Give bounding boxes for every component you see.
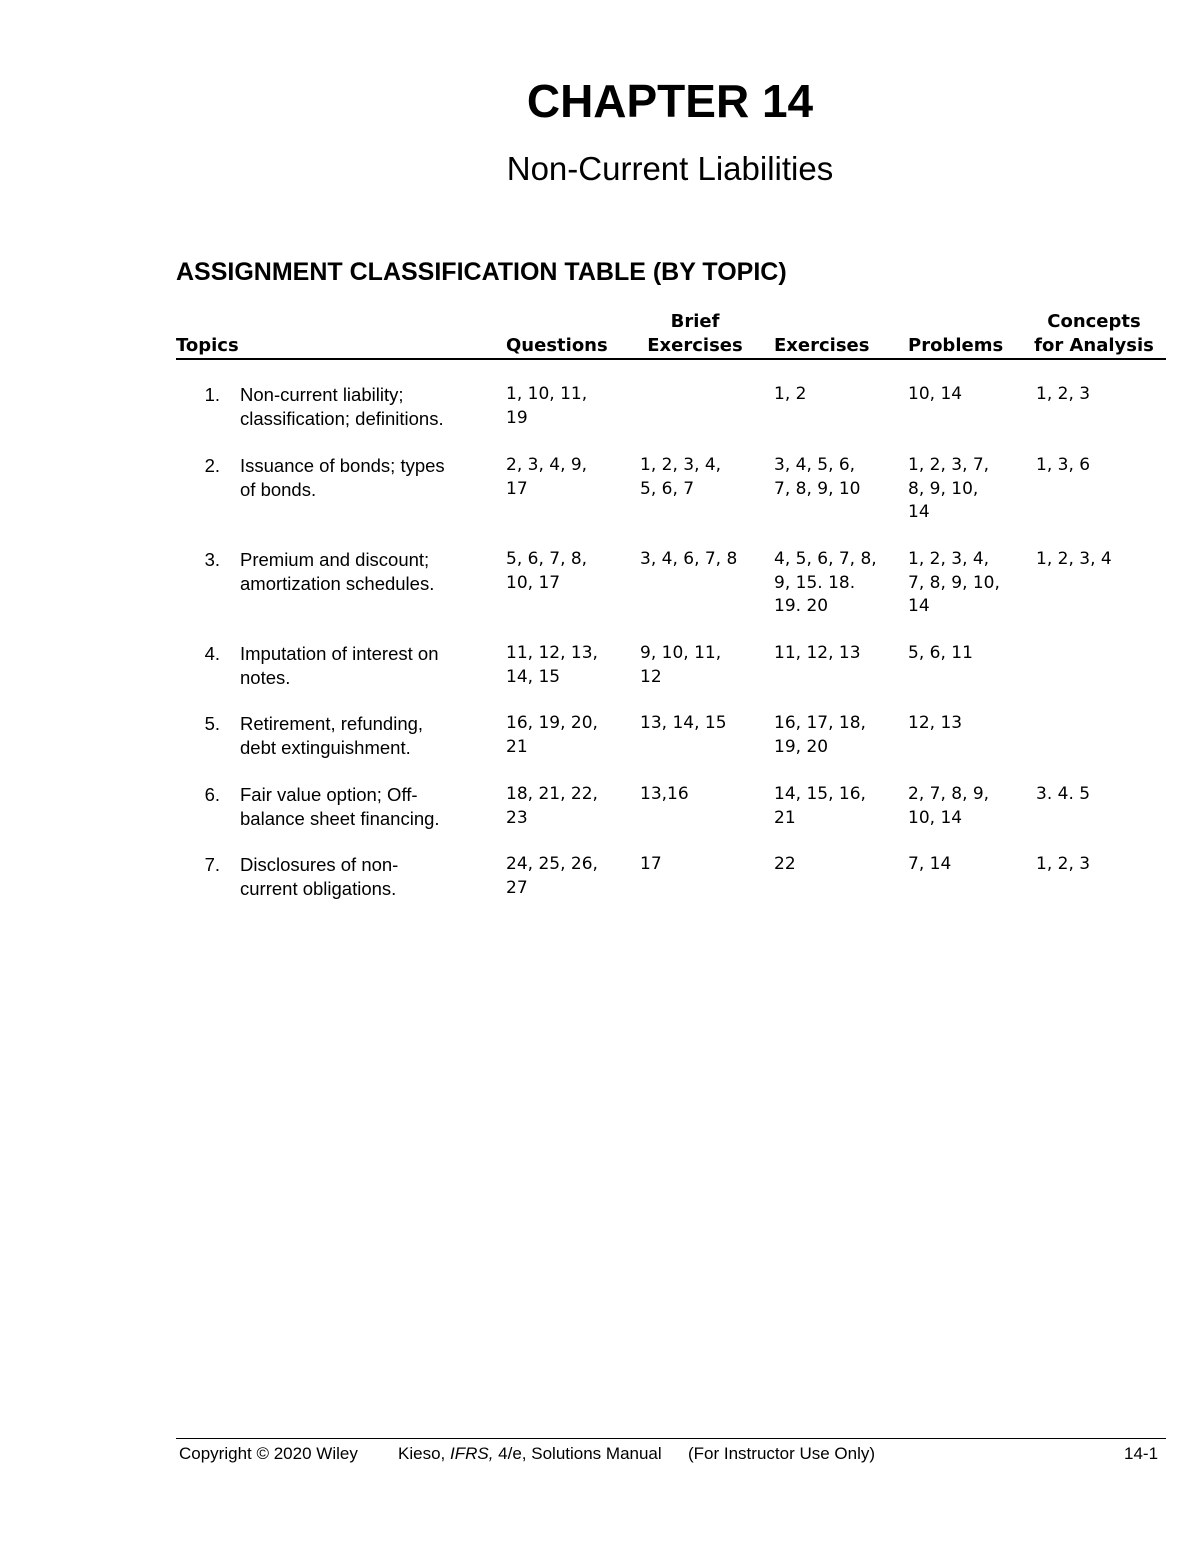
header-topics: Topics <box>176 335 239 356</box>
row-questions: 16, 19, 20, 21 <box>506 713 598 757</box>
row-topic: Imputation of interest on notes. <box>240 643 439 688</box>
chapter-title: CHAPTER 14 <box>526 75 814 127</box>
header-questions: Questions <box>506 335 608 356</box>
section-heading: ASSIGNMENT CLASSIFICATION TABLE (BY TOPIC) <box>176 258 787 286</box>
header-brief-exercises-line1: Brief <box>670 311 720 332</box>
header-concepts-line2: for Analysis <box>1034 335 1154 356</box>
row-questions: 18, 21, 22, 23 <box>506 784 598 828</box>
row-number: 4. <box>204 643 220 664</box>
row-exercises: 4, 5, 6, 7, 8, 9, 15. 18. 19. 20 <box>774 549 877 616</box>
row-brief-exercises: 9, 10, 11, 12 <box>640 643 722 687</box>
row-questions: 2, 3, 4, 9, 17 <box>506 455 588 499</box>
row-brief-exercises: 13, 14, 15 <box>640 713 727 733</box>
footer-author: Kieso, <box>398 1444 446 1463</box>
row-brief-exercises: 3, 4, 6, 7, 8 <box>640 549 738 569</box>
header-concepts-line1: Concepts <box>1047 311 1141 332</box>
row-exercises: 22 <box>774 854 796 874</box>
row-concepts: 1, 2, 3 <box>1036 384 1091 404</box>
header-exercises: Exercises <box>774 335 870 356</box>
footer-usage: (For Instructor Use Only) <box>688 1444 876 1463</box>
row-questions: 1, 10, 11, 19 <box>506 384 588 428</box>
row-topic: Non-current liability; classification; definitions. <box>240 384 444 429</box>
row-concepts: 3. 4. 5 <box>1036 784 1091 804</box>
row-problems: 1, 2, 3, 7, 8, 9, 10, 14 <box>908 455 990 522</box>
row-topic: Issuance of bonds; types of bonds. <box>240 455 445 500</box>
row-exercises: 3, 4, 5, 6, 7, 8, 9, 10 <box>774 455 861 499</box>
footer-page-number: 14-1 <box>1124 1444 1159 1463</box>
row-problems: 7, 14 <box>908 854 952 874</box>
footer-edition: 4/e, Solutions Manual <box>498 1444 662 1463</box>
row-number: 1. <box>204 384 220 405</box>
row-concepts: 1, 2, 3 <box>1036 854 1091 874</box>
row-questions: 11, 12, 13, 14, 15 <box>506 643 598 687</box>
row-exercises: 1, 2 <box>774 384 807 404</box>
row-number: 3. <box>204 549 220 570</box>
row-number: 5. <box>204 713 220 734</box>
row-questions: 24, 25, 26, 27 <box>506 854 598 898</box>
row-questions: 5, 6, 7, 8, 10, 17 <box>506 549 588 593</box>
row-brief-exercises: 13,16 <box>640 784 689 804</box>
row-concepts: 1, 3, 6 <box>1036 455 1091 475</box>
row-brief-exercises: 17 <box>640 854 662 874</box>
footer-source <box>398 1444 662 1464</box>
row-exercises: 14, 15, 16, 21 <box>774 784 866 828</box>
row-number: 6. <box>204 784 220 805</box>
footer-copyright: Copyright © 2020 Wiley <box>179 1444 358 1463</box>
table-header <box>176 310 1166 360</box>
assignment-classification-table <box>176 310 1166 899</box>
footer-divider <box>176 1438 1166 1439</box>
row-problems: 10, 14 <box>908 384 963 404</box>
row-problems: 2, 7, 8, 9, 10, 14 <box>908 784 990 828</box>
row-topic: Fair value option; Off- balance sheet financing. <box>240 784 440 829</box>
row-problems: 12, 13 <box>908 713 963 733</box>
row-exercises: 11, 12, 13 <box>774 643 861 663</box>
header-problems: Problems <box>908 335 1004 356</box>
row-topic: Premium and discount; amortization schedules. <box>240 549 435 594</box>
header-brief-exercises-line2: Exercises <box>647 335 743 356</box>
chapter-subtitle: Non-Current Liabilities <box>506 150 834 187</box>
row-exercises: 16, 17, 18, 19, 20 <box>774 713 866 757</box>
row-topic: Disclosures of non- current obligations. <box>240 854 399 899</box>
row-concepts: 1, 2, 3, 4 <box>1036 549 1112 569</box>
row-problems: 5, 6, 11 <box>908 643 973 663</box>
header-brief-exercises <box>642 310 748 358</box>
row-problems: 1, 2, 3, 4, 7, 8, 9, 10, 14 <box>908 549 1000 616</box>
row-brief-exercises: 1, 2, 3, 4, 5, 6, 7 <box>640 455 722 499</box>
row-number: 2. <box>204 455 220 476</box>
footer-book: IFRS, <box>449 1444 494 1463</box>
row-number: 7. <box>204 854 220 875</box>
row-topic: Retirement, refunding, debt extinguishment. <box>240 713 424 758</box>
header-concepts-for-analysis <box>1032 310 1156 358</box>
